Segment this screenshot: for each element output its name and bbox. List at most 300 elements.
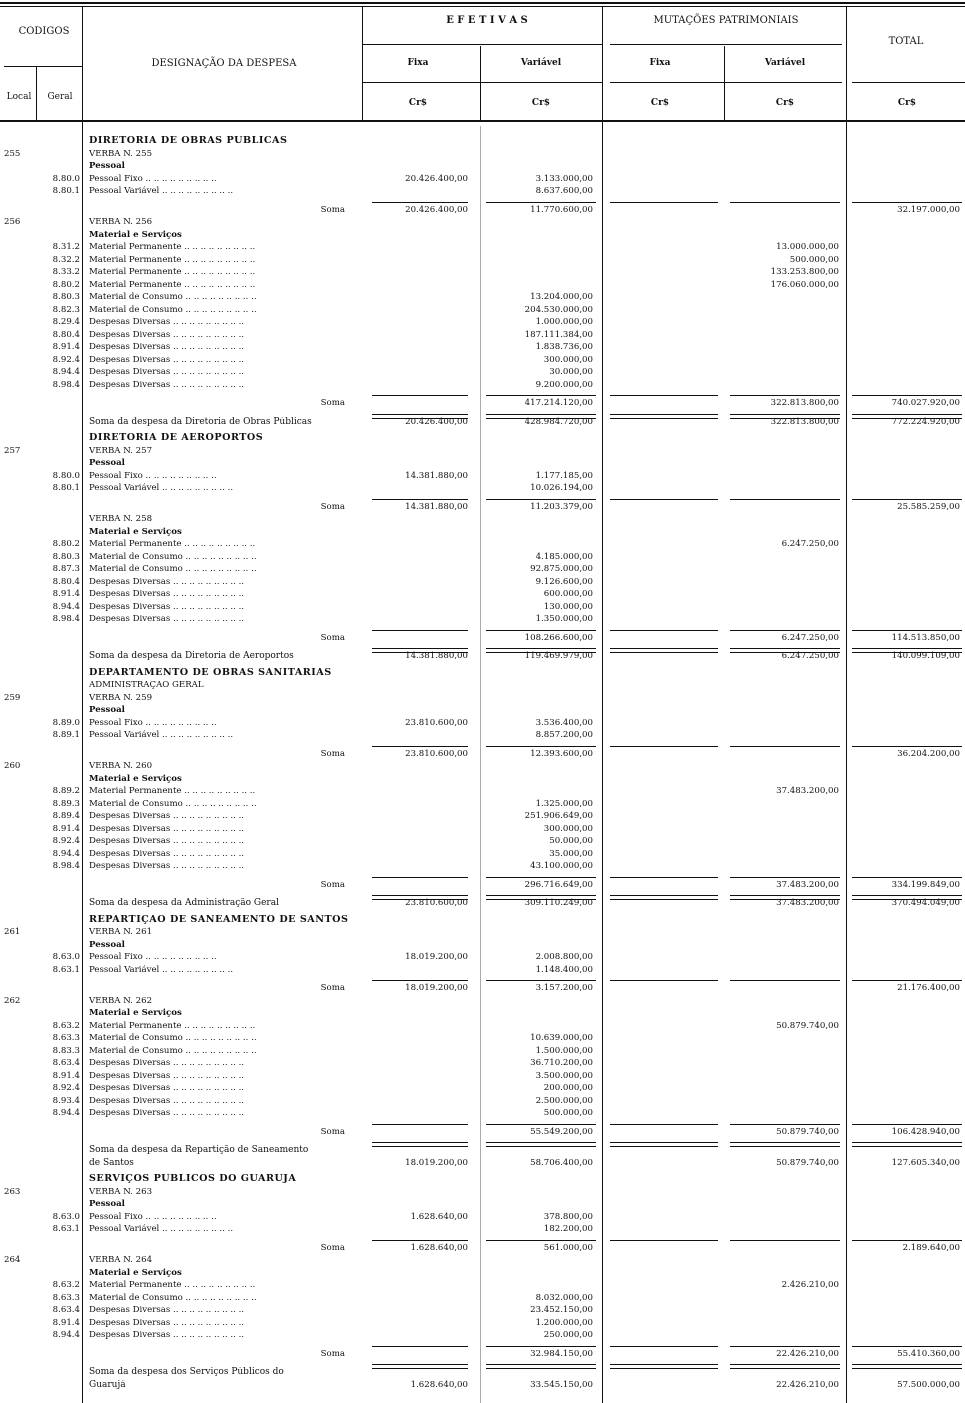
cell-efetivas-variavel: 33.545.150,00 (530, 1379, 593, 1390)
table-row (0, 693, 965, 706)
cell-local-code: 260 (4, 761, 21, 771)
cell-general-code: 8.80.3 (52, 292, 80, 302)
cell-efetivas-fixa: 1.628.640,00 (410, 1242, 468, 1253)
table-row (0, 589, 965, 602)
cell-general-code: 8.91.4 (52, 1317, 80, 1328)
cell-description: Soma (320, 398, 345, 408)
cell-efetivas-variavel: 378.800,00 (543, 1211, 593, 1222)
cell-description: DEPARTAMENTO DE OBRAS SANITARIAS (89, 667, 332, 678)
table-row (0, 552, 965, 565)
table-row (0, 217, 965, 230)
header-currency-3: Cr$ (650, 98, 670, 108)
table-row (0, 602, 965, 615)
cell-total: 32.197.000,00 (897, 204, 960, 215)
sum-rule (486, 980, 596, 981)
cell-efetivas-variavel: 309.110.249,00 (524, 898, 593, 908)
table-row (0, 1083, 965, 1096)
sum-rule (852, 980, 962, 981)
cell-efetivas-variavel: 1.148.400,00 (535, 964, 593, 975)
table-header (0, 0, 965, 125)
cell-total: 25.585.259,00 (897, 501, 960, 512)
cell-general-code: 8.63.0 (52, 952, 80, 962)
cell-efetivas-variavel: 9.200.000,00 (535, 379, 593, 390)
table-row (0, 1212, 965, 1225)
section-total-row (0, 1145, 965, 1158)
sum-rule (610, 202, 718, 203)
cell-efetivas-variavel: 300.000,00 (543, 823, 593, 834)
sum-rule (486, 499, 596, 500)
cell-general-code: 8.89.4 (52, 811, 80, 821)
cell-efetivas-variavel: 300.000,00 (543, 354, 593, 365)
table-row (0, 811, 965, 824)
cell-general-code: 8.89.3 (52, 798, 80, 809)
sum-rule (852, 877, 962, 878)
cell-description: Soma da despesa da Repartição de Saneamento (89, 1145, 309, 1155)
table-row (0, 577, 965, 590)
cell-general-code: 8.80.2 (52, 279, 80, 290)
cell-description: Despesas Diversas .. .. .. .. .. .. .. .. .. (89, 1083, 245, 1093)
cell-description: Pessoal Variável .. .. .. .. .. .. .. .. .. (89, 730, 234, 740)
subtotal-row (0, 880, 965, 893)
cell-description: Material de Consumo .. .. .. .. .. .. .. .. .. (89, 551, 257, 562)
table-row (0, 255, 965, 268)
cell-description: Despesas Diversas .. .. .. .. .. .. .. .. .. (89, 1305, 245, 1315)
cell-local-code: 256 (4, 217, 21, 227)
cell-description: Despesas Diversas .. .. .. .. .. .. .. .. .. (89, 836, 245, 846)
cell-general-code: 8.63.2 (52, 1020, 80, 1031)
cell-total: 21.176.400,00 (897, 983, 960, 993)
sum-rule (730, 877, 840, 878)
cell-description: REPARTIÇÃO DE SANEAMENTO DE SANTOS (89, 914, 349, 925)
sum-rule (372, 1240, 468, 1241)
cell-total: 36.204.200,00 (897, 748, 960, 759)
cell-description: Pessoal Fixo .. .. .. .. .. .. .. .. .. (89, 470, 217, 481)
sum-rule (852, 630, 962, 631)
table-row (0, 1008, 965, 1021)
cell-general-code: 8.91.4 (52, 823, 80, 834)
table-row (0, 1187, 965, 1200)
cell-efetivas-variavel: 32.984.150,00 (530, 1348, 593, 1359)
header-efetivas-fixa: Fixa (407, 58, 429, 68)
cell-general-code: 8.92.4 (52, 1083, 80, 1093)
table-row (0, 774, 965, 787)
sum-rule (730, 395, 840, 396)
cell-description: DIRETORIA DE AEROPORTOS (89, 433, 264, 443)
sum-rule (610, 1124, 718, 1125)
cell-total: 140.099.109,00 (891, 651, 960, 661)
cell-efetivas-variavel: 8.857.200,00 (535, 730, 593, 740)
cell-general-code: 8.93.4 (52, 1095, 80, 1106)
cell-description: Material de Consumo .. .. .. .. .. .. .. .. .. (89, 292, 257, 302)
cell-efetivas-fixa: 1.628.640,00 (410, 1379, 468, 1390)
cell-efetivas-variavel: 204.530.000,00 (524, 304, 593, 315)
cell-efetivas-variavel: 1.177.185,00 (535, 470, 593, 481)
sum-rule (372, 1124, 468, 1125)
cell-general-code: 8.63.4 (52, 1058, 80, 1068)
table-row (0, 292, 965, 305)
cell-efetivas-variavel: 55.549.200,00 (530, 1126, 593, 1137)
sum-rule (486, 746, 596, 747)
sum-rule (372, 499, 468, 500)
table-row (0, 242, 965, 255)
table-row (0, 514, 965, 527)
cell-efetivas-variavel: 108.266.600,00 (524, 632, 593, 643)
sum-rule (610, 630, 718, 631)
cell-description: Pessoal Fixo .. .. .. .. .. .. .. .. .. (89, 173, 217, 184)
cell-description: Material Permanente .. .. .. .. .. .. .. .. .. (89, 279, 256, 290)
cell-efetivas-variavel: 11.770.600,00 (530, 204, 593, 215)
cell-efetivas-fixa: 23.810.600,00 (405, 748, 468, 759)
subtotal-row (0, 1243, 965, 1256)
cell-efetivas-variavel: 10.639.000,00 (530, 1033, 593, 1043)
table-row (0, 927, 965, 940)
cell-general-code: 8.94.4 (52, 601, 80, 612)
cell-efetivas-fixa: 14.381.880,00 (405, 501, 468, 512)
cell-efetivas-variavel: 119.469.979,00 (524, 651, 593, 661)
cell-general-code: 8.98.4 (52, 614, 80, 624)
table-row (0, 380, 965, 393)
cell-total: 106.428.940,00 (891, 1126, 960, 1137)
cell-description: Soma (320, 983, 345, 993)
table-row (0, 614, 965, 627)
cell-efetivas-variavel: 4.185.000,00 (535, 551, 593, 562)
section-heading-row (0, 136, 965, 149)
table-row (0, 230, 965, 243)
table-row (0, 1021, 965, 1034)
cell-efetivas-variavel: 296.716.649,00 (524, 879, 593, 890)
cell-description: Despesas Diversas .. .. .. .. .. .. .. .. .. (89, 1095, 245, 1106)
cell-total: 370.494.049,00 (891, 898, 960, 908)
header-local: Local (6, 92, 32, 102)
cell-mutacoes-variavel: 37.483.200,00 (776, 898, 839, 908)
cell-local-code: 264 (4, 1255, 21, 1265)
table-row (0, 471, 965, 484)
cell-efetivas-variavel: 561.000,00 (543, 1242, 593, 1253)
sum-rule (486, 877, 596, 878)
table-row (0, 458, 965, 471)
cell-description: Soma (320, 748, 345, 759)
cell-general-code: 8.63.4 (52, 1305, 80, 1315)
table-row (0, 1058, 965, 1071)
cell-description: Despesas Diversas .. .. .. .. .. .. .. .. .. (89, 848, 245, 859)
cell-local-code: 261 (4, 927, 21, 937)
table-row (0, 1199, 965, 1212)
cell-description: Guarujá (89, 1379, 126, 1390)
sum-rule (730, 499, 840, 500)
subtotal-row (0, 1127, 965, 1140)
cell-description: Pessoal (89, 1199, 125, 1209)
table-row (0, 1280, 965, 1293)
cell-general-code: 8.94.4 (52, 367, 80, 377)
cell-description: Material de Consumo .. .. .. .. .. .. .. .. .. (89, 304, 257, 315)
sum-rule (486, 1346, 596, 1347)
table-row (0, 940, 965, 953)
cell-general-code: 8.80.4 (52, 576, 80, 587)
sum-rule (610, 980, 718, 981)
cell-efetivas-variavel: 36.710.200,00 (530, 1058, 593, 1068)
sum-rule (852, 1346, 962, 1347)
table-row (0, 836, 965, 849)
table-row (0, 824, 965, 837)
cell-description: Pessoal (89, 161, 125, 171)
table-row (0, 1268, 965, 1281)
table-row (0, 317, 965, 330)
sum-rule (486, 1124, 596, 1125)
cell-description: Despesas Diversas .. .. .. .. .. .. .. .. .. (89, 1108, 245, 1118)
section-total-row (0, 898, 965, 911)
table-row (0, 849, 965, 862)
section-total-row (0, 417, 965, 430)
cell-general-code: 8.63.1 (52, 964, 80, 975)
cell-description: Pessoal (89, 939, 125, 950)
cell-general-code: 8.80.0 (52, 470, 80, 481)
section-total-row (0, 1380, 965, 1393)
table-row (0, 730, 965, 743)
sum-rule (610, 499, 718, 500)
section-heading-row (0, 1174, 965, 1187)
cell-general-code: 8.63.3 (52, 1033, 80, 1043)
table-row (0, 1096, 965, 1109)
cell-description: Soma (320, 632, 345, 643)
cell-general-code: 8.89.0 (52, 717, 80, 728)
cell-description: Soma (320, 501, 345, 512)
cell-description: Material Permanente .. .. .. .. .. .. .. .. .. (89, 786, 256, 796)
cell-general-code: 8.80.3 (52, 551, 80, 562)
sum-rule (852, 1240, 962, 1241)
cell-efetivas-variavel: 10.026.194,00 (530, 483, 593, 493)
cell-mutacoes-variavel: 22.426.210,00 (776, 1348, 839, 1359)
cell-description: Despesas Diversas .. .. .. .. .. .. .. .. .. (89, 589, 245, 599)
header-currency-2: Cr$ (531, 98, 551, 108)
sum-rule (730, 980, 840, 981)
cell-efetivas-variavel: 3.157.200,00 (535, 983, 593, 993)
table-row (0, 367, 965, 380)
sum-rule (610, 1240, 718, 1241)
table-row (0, 446, 965, 459)
cell-mutacoes-variavel: 13.000.000,00 (776, 242, 839, 252)
cell-description: Material e Serviços (89, 229, 182, 240)
cell-efetivas-variavel: 250.000,00 (543, 1330, 593, 1340)
sum-rule (372, 1346, 468, 1347)
cell-general-code: 8.80.1 (52, 483, 80, 493)
sum-rule (610, 746, 718, 747)
table-row (0, 1330, 965, 1343)
cell-description: Material Permanente .. .. .. .. .. .. .. .. .. (89, 254, 256, 265)
cell-efetivas-fixa: 20.426.400,00 (405, 204, 468, 215)
section-total-row (0, 651, 965, 664)
table-row (0, 564, 965, 577)
cell-description: Despesas Diversas .. .. .. .. .. .. .. .. .. (89, 601, 245, 612)
cell-general-code: 8.63.1 (52, 1224, 80, 1234)
subtotal-row (0, 502, 965, 515)
cell-efetivas-variavel: 1.000.000,00 (535, 317, 593, 327)
cell-efetivas-variavel: 13.204.000,00 (530, 292, 593, 302)
table-row (0, 149, 965, 162)
table-row (0, 1305, 965, 1318)
section-heading-row (0, 433, 965, 446)
table-row (0, 952, 965, 965)
sum-rule (486, 202, 596, 203)
cell-description: Despesas Diversas .. .. .. .. .. .. .. .. .. (89, 1317, 245, 1328)
cell-description: Soma (320, 204, 345, 215)
cell-description: Despesas Diversas .. .. .. .. .. .. .. .. .. (89, 576, 245, 587)
cell-efetivas-variavel: 3.133.000,00 (535, 173, 593, 184)
cell-description: Material de Consumo .. .. .. .. .. .. .. .. .. (89, 1292, 257, 1303)
subtotal-row (0, 205, 965, 218)
cell-description: VERBA N. 256 (89, 217, 153, 227)
cell-general-code: 8.92.4 (52, 354, 80, 365)
cell-mutacoes-variavel: 133.253.800,00 (770, 267, 839, 277)
cell-efetivas-variavel: 187.111.384,00 (524, 329, 593, 340)
cell-mutacoes-variavel: 322.813.800,00 (770, 398, 839, 408)
cell-efetivas-variavel: 43.100.000,00 (530, 861, 593, 871)
cell-description: Despesas Diversas .. .. .. .. .. .. .. .. .. (89, 811, 245, 821)
cell-local-code: 262 (4, 995, 21, 1006)
sum-rule (372, 877, 468, 878)
cell-efetivas-fixa: 14.381.880,00 (405, 651, 468, 661)
cell-description: Material e Serviços (89, 526, 182, 537)
cell-total: 57.500.000,00 (897, 1379, 960, 1390)
cell-mutacoes-variavel: 176.060.000,00 (770, 279, 839, 290)
cell-description: Soma (320, 879, 345, 890)
cell-efetivas-fixa: 18.019.200,00 (405, 983, 468, 993)
cell-efetivas-fixa: 18.019.200,00 (405, 952, 468, 962)
cell-total: 55.410.360,00 (897, 1348, 960, 1359)
cell-general-code: 8.83.3 (52, 1045, 80, 1056)
cell-efetivas-variavel: 1.838.736,00 (535, 342, 593, 352)
cell-efetivas-variavel: 2.008.800,00 (535, 952, 593, 962)
cell-mutacoes-variavel: 37.483.200,00 (776, 879, 839, 890)
cell-general-code: 8.82.3 (52, 304, 80, 315)
table-row (0, 186, 965, 199)
cell-description: Despesas Diversas .. .. .. .. .. .. .. .. .. (89, 367, 245, 377)
cell-mutacoes-variavel: 322.813.800,00 (770, 416, 839, 427)
sum-rule (730, 746, 840, 747)
sum-rule (486, 395, 596, 396)
cell-total: 2.189.640,00 (902, 1242, 960, 1253)
cell-efetivas-fixa: 20.426.400,00 (405, 416, 468, 427)
cell-description: VERBA N. 264 (89, 1255, 153, 1265)
table-row (0, 305, 965, 318)
header-total: TOTAL (888, 36, 924, 47)
sum-rule (852, 499, 962, 500)
sum-rule (486, 1240, 596, 1241)
cell-description: Pessoal Variável .. .. .. .. .. .. .. .. .. (89, 964, 234, 975)
cell-total: 127.605.340,00 (891, 1157, 960, 1168)
cell-general-code: 8.63.0 (52, 1211, 80, 1222)
cell-description: VERBA N. 260 (89, 761, 153, 771)
cell-general-code: 8.98.4 (52, 861, 80, 871)
cell-general-code: 8.91.4 (52, 342, 80, 352)
cell-mutacoes-variavel: 6.247.250,00 (781, 651, 839, 661)
sum-rule (372, 980, 468, 981)
cell-total: 334.199.849,00 (891, 879, 960, 890)
cell-description: DIRETORIA DE OBRAS PÚBLICAS (89, 136, 288, 146)
cell-description: Material de Consumo .. .. .. .. .. .. .. .. .. (89, 1033, 257, 1043)
cell-description: VERBA N. 261 (89, 927, 153, 937)
cell-general-code: 8.91.4 (52, 1070, 80, 1081)
cell-description: Material Permanente .. .. .. .. .. .. .. .. .. (89, 1020, 256, 1031)
cell-description: VERBA N. 262 (89, 995, 153, 1006)
cell-description: Material Permanente .. .. .. .. .. .. .. .. .. (89, 242, 256, 252)
cell-general-code: 8.33.2 (52, 267, 80, 277)
sum-rule (852, 202, 962, 203)
cell-description: Soma da despesa da Diretoria de Obras Públicas (89, 416, 312, 427)
header-geral: Geral (47, 92, 73, 102)
cell-general-code: 8.63.3 (52, 1292, 80, 1303)
cell-efetivas-fixa: 20.426.400,00 (405, 173, 468, 184)
cell-efetivas-variavel: 58.706.400,00 (530, 1157, 593, 1168)
cell-description: Despesas Diversas .. .. .. .. .. .. .. .. .. (89, 329, 245, 340)
cell-description: Pessoal (89, 705, 125, 715)
header-codigos: CODIGOS (18, 26, 70, 37)
sum-rule (372, 202, 468, 203)
cell-efetivas-variavel: 1.500.000,00 (535, 1045, 593, 1056)
sum-rule (730, 202, 840, 203)
table-row (0, 996, 965, 1009)
cell-mutacoes-variavel: 6.247.250,00 (781, 632, 839, 643)
cell-description: VERBA N. 263 (89, 1186, 153, 1197)
subtotal-row (0, 983, 965, 996)
cell-description: Despesas Diversas .. .. .. .. .. .. .. .. .. (89, 1058, 245, 1068)
cell-description: Pessoal Fixo .. .. .. .. .. .. .. .. .. (89, 1211, 217, 1222)
cell-efetivas-variavel: 92.875.000,00 (530, 564, 593, 574)
cell-description: Soma da despesa da Administração Geral (89, 898, 279, 908)
table-row (0, 539, 965, 552)
cell-description: de Santos (89, 1157, 134, 1168)
cell-description: Pessoal (89, 458, 125, 468)
cell-efetivas-variavel: 8.637.600,00 (535, 186, 593, 196)
cell-general-code: 8.89.1 (52, 730, 80, 740)
sum-rule (610, 395, 718, 396)
cell-efetivas-fixa: 23.810.600,00 (405, 717, 468, 728)
cell-efetivas-variavel: 1.350.000,00 (535, 614, 593, 624)
cell-description: Material de Consumo .. .. .. .. .. .. .. .. .. (89, 798, 257, 809)
cell-description: Material e Serviços (89, 773, 182, 784)
sum-rule (852, 1124, 962, 1125)
cell-description: Soma da despesa da Diretoria de Aeroportos (89, 651, 294, 661)
table-row (0, 161, 965, 174)
table-row (0, 527, 965, 540)
sum-rule (730, 1124, 840, 1125)
header-mutacoes-variavel: Variável (764, 58, 806, 68)
cell-general-code: 8.80.1 (52, 186, 80, 196)
section-total-row (0, 1158, 965, 1171)
cell-general-code: 8.32.2 (52, 254, 80, 265)
cell-efetivas-variavel: 417.214.120,00 (524, 398, 593, 408)
table-row (0, 1318, 965, 1331)
cell-description: Pessoal Fixo .. .. .. .. .. .. .. .. .. (89, 952, 217, 962)
cell-description: ADMINISTRAÇAO GERAL (89, 680, 204, 690)
cell-local-code: 255 (4, 148, 21, 159)
cell-description: SERVIÇOS PUBLICOS DO GUARUJA (89, 1174, 297, 1184)
cell-general-code: 8.87.3 (52, 564, 80, 574)
cell-description: Material e Serviços (89, 1008, 182, 1018)
cell-efetivas-fixa: 18.019.200,00 (405, 1157, 468, 1168)
table-row (0, 280, 965, 293)
sum-rule (730, 1240, 840, 1241)
table-row (0, 705, 965, 718)
cell-description: Despesas Diversas .. .. .. .. .. .. .. .. .. (89, 823, 245, 834)
cell-description: VERBA N. 259 (89, 692, 153, 703)
cell-description: VERBA N. 257 (89, 445, 153, 456)
cell-description: Pessoal Variável .. .. .. .. .. .. .. .. .. (89, 1224, 234, 1234)
cell-efetivas-variavel: 500.000,00 (543, 1108, 593, 1118)
cell-efetivas-variavel: 3.536.400,00 (535, 717, 593, 728)
table-row (0, 267, 965, 280)
cell-efetivas-variavel: 9.126.600,00 (535, 576, 593, 587)
table-row (0, 342, 965, 355)
